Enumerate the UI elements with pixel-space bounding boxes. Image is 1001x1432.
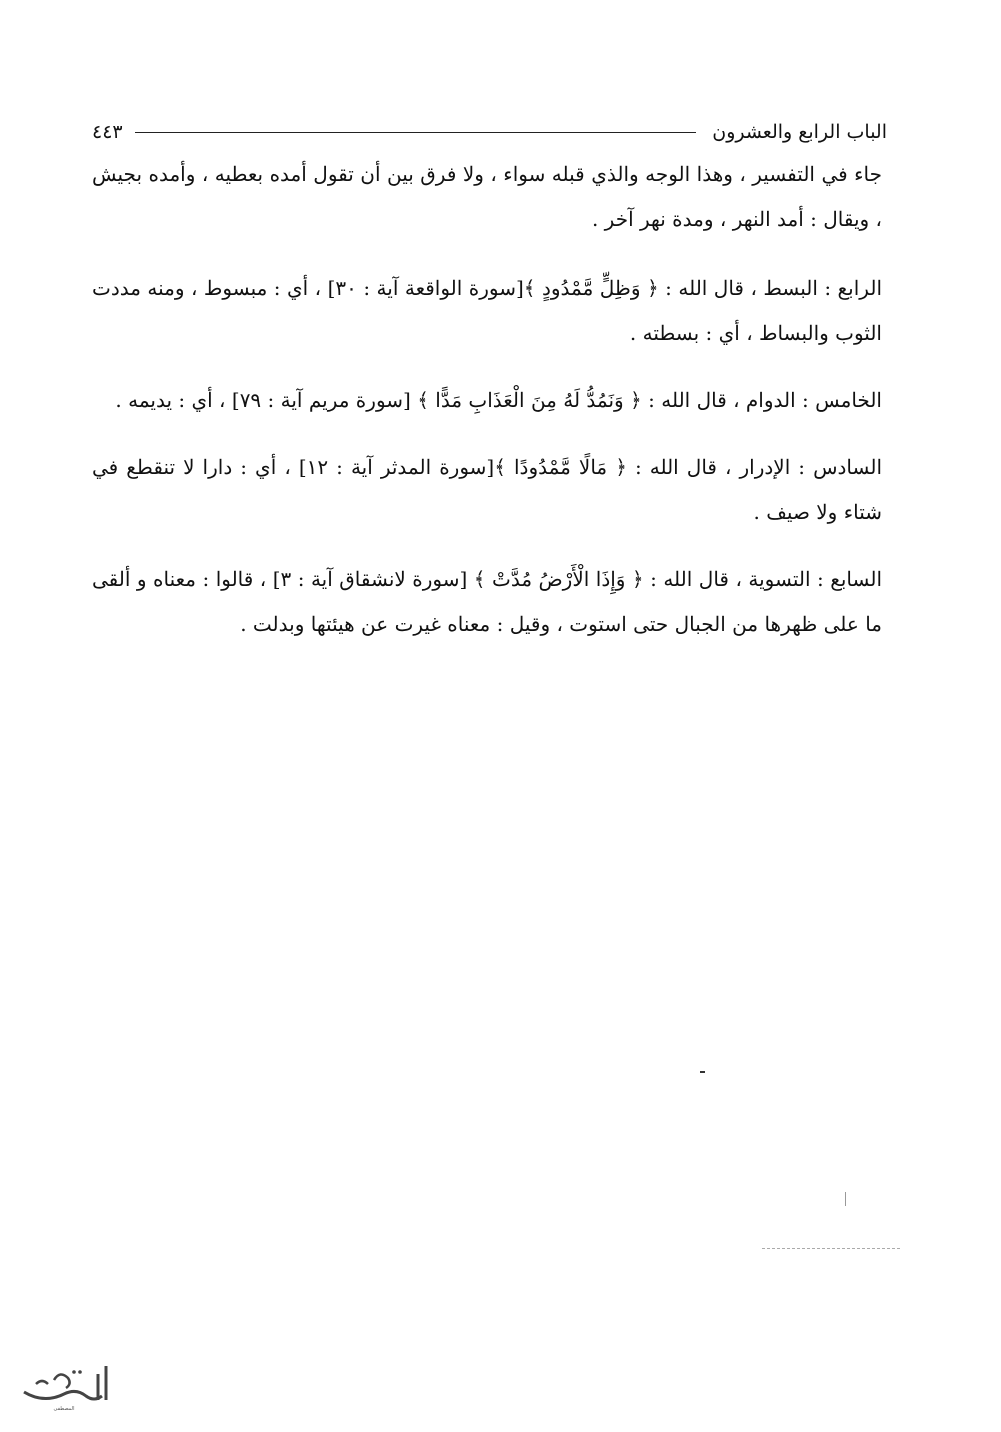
scan-mark [845,1192,846,1206]
paragraph-sixth-meaning: السادس : الإدرار ، قال الله : ﴿ مَالًا مَّمْدُودًا ﴾[سورة المدثر آية : ١٢] ، أي : دارا لا تنقطع في شتاء ولا صيف . [92,455,882,524]
almostafa-logo-icon [14,1360,114,1412]
chapter-title: الباب الرابع والعشرون [712,121,887,143]
paragraph-seventh-meaning: السابع : التسوية ، قال الله : ﴿ وَإِذَا الْأَرْضُ مُدَّتْ ﴾ [سورة لانشقاق آية : ٣] ، قالوا : معناه و ألقى ما على ظهرها من الجبال حتى استوت ، وقيل : معناه غيرت عن هيئتها وبدلت . [92,567,882,636]
paragraph-fourth-meaning: الرابع : البسط ، قال الله : ﴿ وَظِلٍّ مَّمْدُودٍ ﴾[سورة الواقعة آية : ٣٠] ، أي : مبسوط ، ومنه مددت الثوب والبساط ، أي : بسطته . [92,276,882,345]
paragraph-continuation: جاء في التفسير ، وهذا الوجه والذي قبله سواء ، ولا فرق بين أن تقول أمده بعطيه ، وأمده بجيش ، ويقال : أمد النهر ، ومدة نهر آخر . [92,162,882,231]
page-header [92,112,887,152]
body-text [92,152,882,669]
paragraph-fifth-meaning: الخامس : الدوام ، قال الله : ﴿ وَنَمُدُّ لَهُ مِنَ الْعَذَابِ مَدًّا ﴾ [سورة مريم آية : ٧٩] ، أي : يديمه . [115,388,882,412]
logo-text: المصطفى [53,1406,75,1412]
scan-dash-line [762,1248,900,1249]
header-rule [135,132,697,133]
page-number: ٤٤٣ [92,121,123,143]
scan-speck [700,1071,705,1073]
